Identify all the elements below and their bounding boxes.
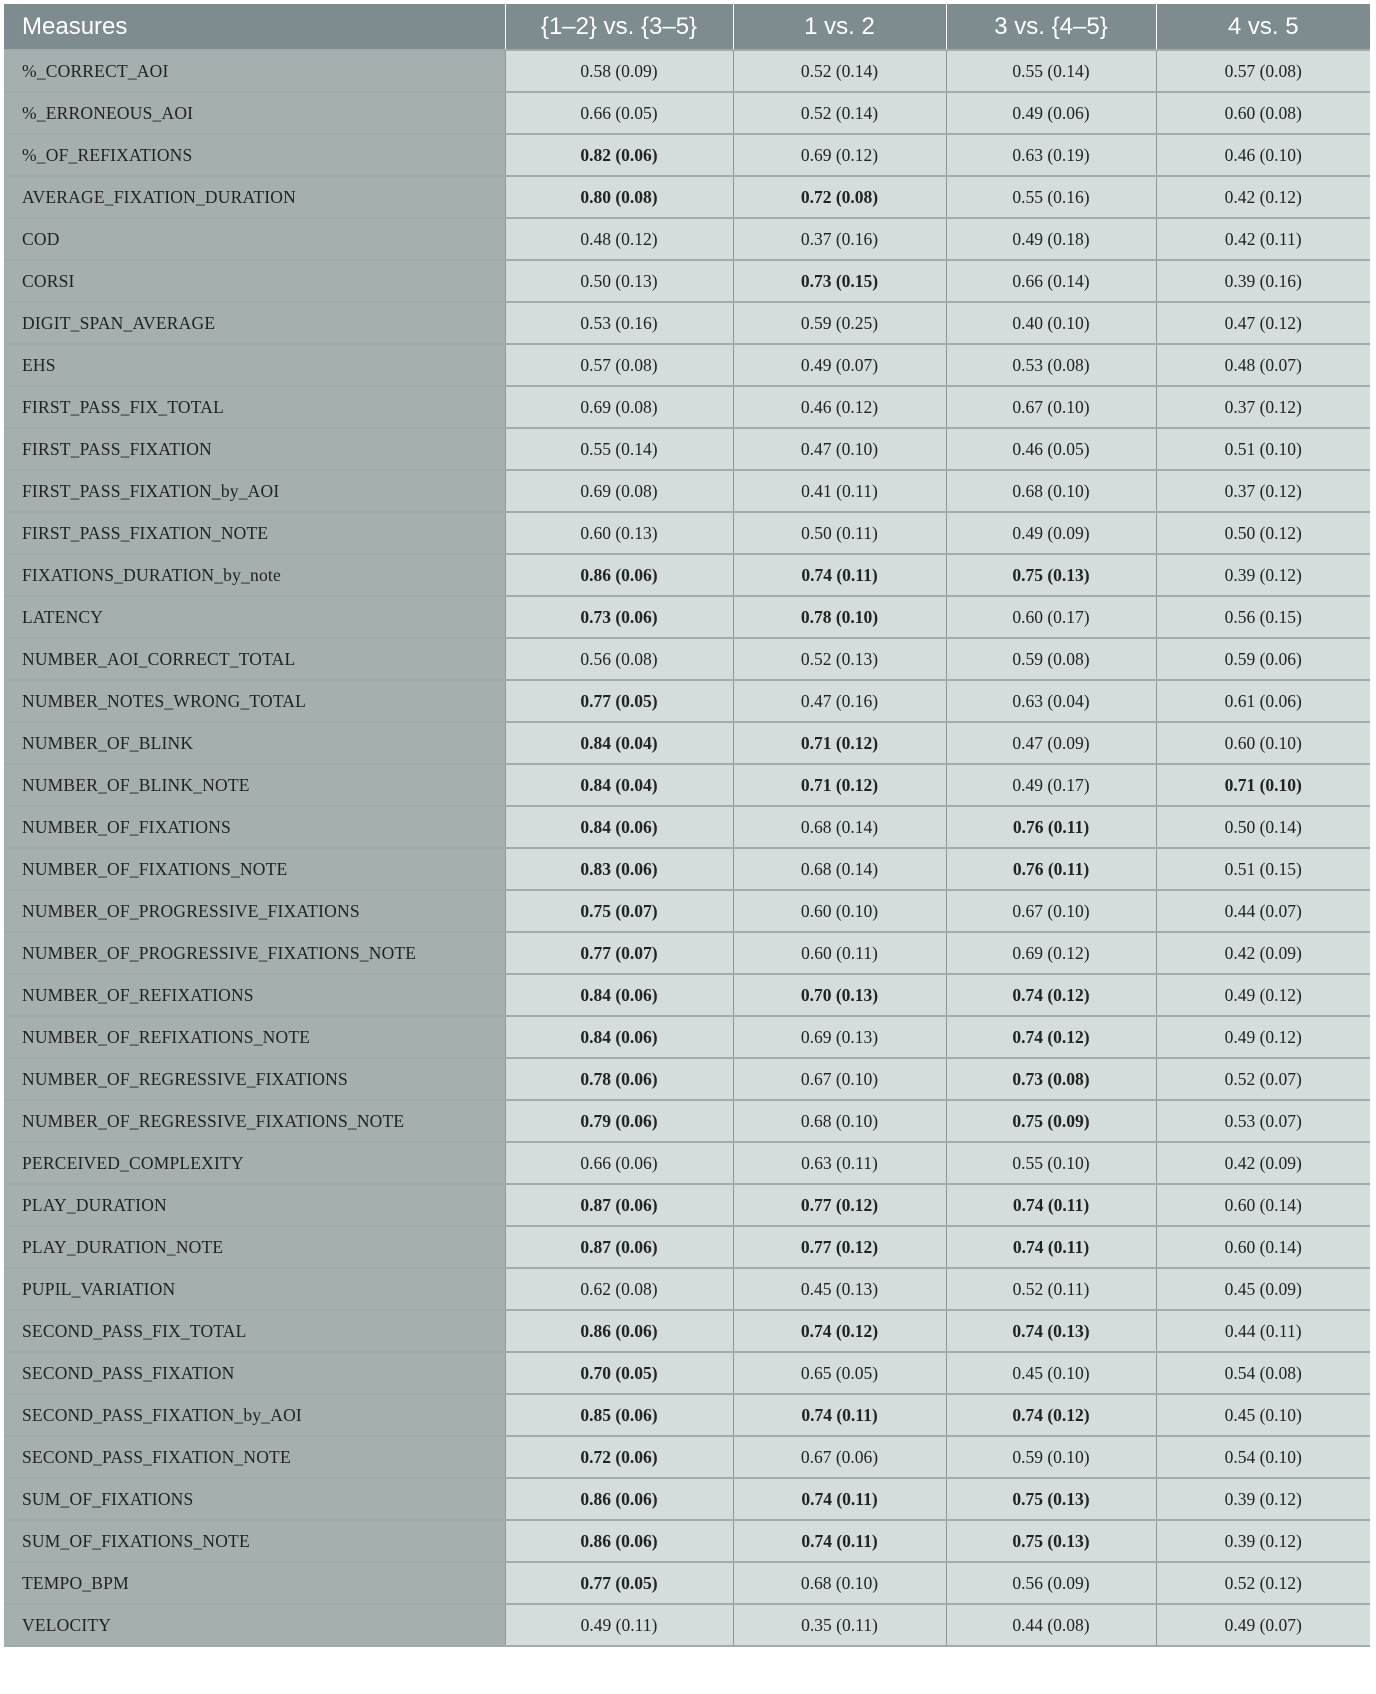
value-cell: 0.52 (0.13) xyxy=(733,638,946,680)
measure-name: SECOND_PASS_FIXATION xyxy=(4,1352,505,1394)
value-cell: 0.52 (0.11) xyxy=(946,1268,1156,1310)
value-cell: 0.59 (0.25) xyxy=(733,302,946,344)
measure-name: %_ERRONEOUS_AOI xyxy=(4,92,505,134)
value-cell: 0.39 (0.12) xyxy=(1156,1520,1370,1562)
header-12-vs-35: {1–2} vs. {3–5} xyxy=(505,4,733,50)
value-cell: 0.46 (0.10) xyxy=(1156,134,1370,176)
table-row xyxy=(4,1226,1370,1268)
table-header xyxy=(4,4,1370,50)
value-cell: 0.85 (0.06) xyxy=(505,1394,733,1436)
table-row xyxy=(4,1352,1370,1394)
value-cell: 0.79 (0.06) xyxy=(505,1100,733,1142)
value-cell: 0.73 (0.08) xyxy=(946,1058,1156,1100)
value-cell: 0.40 (0.10) xyxy=(946,302,1156,344)
value-cell: 0.84 (0.04) xyxy=(505,722,733,764)
value-cell: 0.74 (0.12) xyxy=(946,1394,1156,1436)
value-cell: 0.75 (0.13) xyxy=(946,1520,1156,1562)
value-cell: 0.83 (0.06) xyxy=(505,848,733,890)
measure-name: NUMBER_OF_REGRESSIVE_FIXATIONS_NOTE xyxy=(4,1100,505,1142)
measure-name: FIRST_PASS_FIX_TOTAL xyxy=(4,386,505,428)
value-cell: 0.69 (0.08) xyxy=(505,470,733,512)
value-cell: 0.74 (0.11) xyxy=(733,1394,946,1436)
measure-name: PUPIL_VARIATION xyxy=(4,1268,505,1310)
measure-name: COD xyxy=(4,218,505,260)
measure-name: AVERAGE_FIXATION_DURATION xyxy=(4,176,505,218)
value-cell: 0.49 (0.07) xyxy=(733,344,946,386)
table-row xyxy=(4,1604,1370,1646)
value-cell: 0.47 (0.16) xyxy=(733,680,946,722)
measure-name: LATENCY xyxy=(4,596,505,638)
value-cell: 0.63 (0.11) xyxy=(733,1142,946,1184)
value-cell: 0.73 (0.06) xyxy=(505,596,733,638)
value-cell: 0.57 (0.08) xyxy=(1156,50,1370,92)
value-cell: 0.46 (0.12) xyxy=(733,386,946,428)
value-cell: 0.54 (0.10) xyxy=(1156,1436,1370,1478)
value-cell: 0.37 (0.12) xyxy=(1156,386,1370,428)
value-cell: 0.44 (0.08) xyxy=(946,1604,1156,1646)
value-cell: 0.57 (0.08) xyxy=(505,344,733,386)
value-cell: 0.59 (0.10) xyxy=(946,1436,1156,1478)
value-cell: 0.77 (0.12) xyxy=(733,1184,946,1226)
value-cell: 0.47 (0.09) xyxy=(946,722,1156,764)
value-cell: 0.74 (0.12) xyxy=(733,1310,946,1352)
value-cell: 0.45 (0.10) xyxy=(1156,1394,1370,1436)
value-cell: 0.77 (0.05) xyxy=(505,680,733,722)
value-cell: 0.42 (0.09) xyxy=(1156,1142,1370,1184)
value-cell: 0.54 (0.08) xyxy=(1156,1352,1370,1394)
value-cell: 0.53 (0.16) xyxy=(505,302,733,344)
table-row xyxy=(4,470,1370,512)
table-row xyxy=(4,1268,1370,1310)
measure-name: TEMPO_BPM xyxy=(4,1562,505,1604)
value-cell: 0.67 (0.06) xyxy=(733,1436,946,1478)
value-cell: 0.55 (0.14) xyxy=(505,428,733,470)
measure-name: CORSI xyxy=(4,260,505,302)
measure-name: NUMBER_OF_BLINK xyxy=(4,722,505,764)
value-cell: 0.73 (0.15) xyxy=(733,260,946,302)
table-row xyxy=(4,134,1370,176)
value-cell: 0.72 (0.06) xyxy=(505,1436,733,1478)
measure-name: NUMBER_OF_REGRESSIVE_FIXATIONS xyxy=(4,1058,505,1100)
value-cell: 0.52 (0.14) xyxy=(733,50,946,92)
value-cell: 0.52 (0.14) xyxy=(733,92,946,134)
value-cell: 0.39 (0.16) xyxy=(1156,260,1370,302)
value-cell: 0.68 (0.14) xyxy=(733,848,946,890)
table-row xyxy=(4,890,1370,932)
value-cell: 0.52 (0.07) xyxy=(1156,1058,1370,1100)
measure-name: PLAY_DURATION_NOTE xyxy=(4,1226,505,1268)
table-row xyxy=(4,1394,1370,1436)
value-cell: 0.74 (0.13) xyxy=(946,1310,1156,1352)
value-cell: 0.45 (0.13) xyxy=(733,1268,946,1310)
value-cell: 0.82 (0.06) xyxy=(505,134,733,176)
value-cell: 0.66 (0.06) xyxy=(505,1142,733,1184)
value-cell: 0.67 (0.10) xyxy=(946,386,1156,428)
value-cell: 0.60 (0.08) xyxy=(1156,92,1370,134)
value-cell: 0.50 (0.14) xyxy=(1156,806,1370,848)
value-cell: 0.59 (0.08) xyxy=(946,638,1156,680)
value-cell: 0.84 (0.06) xyxy=(505,1016,733,1058)
value-cell: 0.49 (0.17) xyxy=(946,764,1156,806)
value-cell: 0.62 (0.08) xyxy=(505,1268,733,1310)
measure-name: NUMBER_OF_PROGRESSIVE_FIXATIONS xyxy=(4,890,505,932)
measure-name: NUMBER_OF_REFIXATIONS xyxy=(4,974,505,1016)
value-cell: 0.69 (0.13) xyxy=(733,1016,946,1058)
value-cell: 0.45 (0.09) xyxy=(1156,1268,1370,1310)
value-cell: 0.47 (0.10) xyxy=(733,428,946,470)
value-cell: 0.42 (0.09) xyxy=(1156,932,1370,974)
table-row xyxy=(4,344,1370,386)
value-cell: 0.56 (0.08) xyxy=(505,638,733,680)
value-cell: 0.63 (0.04) xyxy=(946,680,1156,722)
measure-name: NUMBER_OF_PROGRESSIVE_FIXATIONS_NOTE xyxy=(4,932,505,974)
value-cell: 0.42 (0.12) xyxy=(1156,176,1370,218)
value-cell: 0.39 (0.12) xyxy=(1156,1478,1370,1520)
value-cell: 0.66 (0.14) xyxy=(946,260,1156,302)
value-cell: 0.76 (0.11) xyxy=(946,848,1156,890)
measure-name: VELOCITY xyxy=(4,1604,505,1646)
table-row xyxy=(4,512,1370,554)
measure-name: SUM_OF_FIXATIONS_NOTE xyxy=(4,1520,505,1562)
value-cell: 0.48 (0.07) xyxy=(1156,344,1370,386)
value-cell: 0.49 (0.09) xyxy=(946,512,1156,554)
value-cell: 0.74 (0.12) xyxy=(946,974,1156,1016)
value-cell: 0.53 (0.07) xyxy=(1156,1100,1370,1142)
value-cell: 0.74 (0.11) xyxy=(946,1226,1156,1268)
value-cell: 0.74 (0.12) xyxy=(946,1016,1156,1058)
value-cell: 0.60 (0.17) xyxy=(946,596,1156,638)
measure-name: FIRST_PASS_FIXATION_NOTE xyxy=(4,512,505,554)
value-cell: 0.75 (0.13) xyxy=(946,1478,1156,1520)
table-row xyxy=(4,428,1370,470)
value-cell: 0.74 (0.11) xyxy=(733,554,946,596)
value-cell: 0.42 (0.11) xyxy=(1156,218,1370,260)
table-row xyxy=(4,386,1370,428)
value-cell: 0.60 (0.10) xyxy=(1156,722,1370,764)
value-cell: 0.47 (0.12) xyxy=(1156,302,1370,344)
measure-name: PERCEIVED_COMPLEXITY xyxy=(4,1142,505,1184)
value-cell: 0.74 (0.11) xyxy=(733,1478,946,1520)
value-cell: 0.77 (0.07) xyxy=(505,932,733,974)
value-cell: 0.49 (0.11) xyxy=(505,1604,733,1646)
value-cell: 0.69 (0.12) xyxy=(946,932,1156,974)
measure-name: NUMBER_OF_REFIXATIONS_NOTE xyxy=(4,1016,505,1058)
table-row xyxy=(4,1562,1370,1604)
measure-name: NUMBER_OF_FIXATIONS_NOTE xyxy=(4,848,505,890)
value-cell: 0.46 (0.05) xyxy=(946,428,1156,470)
value-cell: 0.68 (0.10) xyxy=(946,470,1156,512)
value-cell: 0.53 (0.08) xyxy=(946,344,1156,386)
table-row xyxy=(4,50,1370,92)
value-cell: 0.37 (0.16) xyxy=(733,218,946,260)
value-cell: 0.60 (0.11) xyxy=(733,932,946,974)
value-cell: 0.55 (0.16) xyxy=(946,176,1156,218)
value-cell: 0.41 (0.11) xyxy=(733,470,946,512)
value-cell: 0.60 (0.10) xyxy=(733,890,946,932)
value-cell: 0.66 (0.05) xyxy=(505,92,733,134)
value-cell: 0.84 (0.06) xyxy=(505,806,733,848)
table-row xyxy=(4,1142,1370,1184)
measure-name: DIGIT_SPAN_AVERAGE xyxy=(4,302,505,344)
value-cell: 0.50 (0.12) xyxy=(1156,512,1370,554)
value-cell: 0.61 (0.06) xyxy=(1156,680,1370,722)
value-cell: 0.87 (0.06) xyxy=(505,1226,733,1268)
table-row xyxy=(4,932,1370,974)
value-cell: 0.71 (0.12) xyxy=(733,764,946,806)
table-row xyxy=(4,1520,1370,1562)
value-cell: 0.50 (0.13) xyxy=(505,260,733,302)
value-cell: 0.56 (0.09) xyxy=(946,1562,1156,1604)
value-cell: 0.49 (0.18) xyxy=(946,218,1156,260)
value-cell: 0.39 (0.12) xyxy=(1156,554,1370,596)
measure-name: PLAY_DURATION xyxy=(4,1184,505,1226)
table-row xyxy=(4,1310,1370,1352)
measure-name: FIRST_PASS_FIXATION_by_AOI xyxy=(4,470,505,512)
table-body xyxy=(4,50,1370,1646)
table-row xyxy=(4,848,1370,890)
value-cell: 0.86 (0.06) xyxy=(505,1520,733,1562)
value-cell: 0.51 (0.10) xyxy=(1156,428,1370,470)
table-row xyxy=(4,764,1370,806)
value-cell: 0.71 (0.10) xyxy=(1156,764,1370,806)
value-cell: 0.74 (0.11) xyxy=(946,1184,1156,1226)
table-row xyxy=(4,1478,1370,1520)
value-cell: 0.74 (0.11) xyxy=(733,1520,946,1562)
measure-name: SECOND_PASS_FIXATION_by_AOI xyxy=(4,1394,505,1436)
value-cell: 0.77 (0.05) xyxy=(505,1562,733,1604)
value-cell: 0.86 (0.06) xyxy=(505,1310,733,1352)
header-row xyxy=(4,4,1370,50)
value-cell: 0.84 (0.06) xyxy=(505,974,733,1016)
measure-name: SECOND_PASS_FIX_TOTAL xyxy=(4,1310,505,1352)
header-measures: Measures xyxy=(4,4,505,50)
value-cell: 0.60 (0.14) xyxy=(1156,1184,1370,1226)
value-cell: 0.45 (0.10) xyxy=(946,1352,1156,1394)
value-cell: 0.67 (0.10) xyxy=(733,1058,946,1100)
value-cell: 0.44 (0.07) xyxy=(1156,890,1370,932)
value-cell: 0.37 (0.12) xyxy=(1156,470,1370,512)
table-row xyxy=(4,92,1370,134)
results-table-container xyxy=(4,4,1370,1647)
value-cell: 0.56 (0.15) xyxy=(1156,596,1370,638)
value-cell: 0.49 (0.06) xyxy=(946,92,1156,134)
value-cell: 0.55 (0.14) xyxy=(946,50,1156,92)
table-row xyxy=(4,680,1370,722)
value-cell: 0.76 (0.11) xyxy=(946,806,1156,848)
value-cell: 0.71 (0.12) xyxy=(733,722,946,764)
header-4-vs-5: 4 vs. 5 xyxy=(1156,4,1370,50)
value-cell: 0.49 (0.12) xyxy=(1156,1016,1370,1058)
table-row xyxy=(4,1058,1370,1100)
value-cell: 0.50 (0.11) xyxy=(733,512,946,554)
value-cell: 0.67 (0.10) xyxy=(946,890,1156,932)
measure-name: FIRST_PASS_FIXATION xyxy=(4,428,505,470)
table-row xyxy=(4,260,1370,302)
value-cell: 0.72 (0.08) xyxy=(733,176,946,218)
table-row xyxy=(4,806,1370,848)
value-cell: 0.86 (0.06) xyxy=(505,1478,733,1520)
value-cell: 0.68 (0.10) xyxy=(733,1100,946,1142)
measure-name: EHS xyxy=(4,344,505,386)
table-row xyxy=(4,1436,1370,1478)
table-row xyxy=(4,596,1370,638)
value-cell: 0.59 (0.06) xyxy=(1156,638,1370,680)
table-row xyxy=(4,722,1370,764)
value-cell: 0.84 (0.04) xyxy=(505,764,733,806)
value-cell: 0.49 (0.07) xyxy=(1156,1604,1370,1646)
value-cell: 0.75 (0.13) xyxy=(946,554,1156,596)
measure-name: SUM_OF_FIXATIONS xyxy=(4,1478,505,1520)
value-cell: 0.80 (0.08) xyxy=(505,176,733,218)
value-cell: 0.48 (0.12) xyxy=(505,218,733,260)
table-row xyxy=(4,1184,1370,1226)
value-cell: 0.55 (0.10) xyxy=(946,1142,1156,1184)
measure-name: NUMBER_NOTES_WRONG_TOTAL xyxy=(4,680,505,722)
value-cell: 0.49 (0.12) xyxy=(1156,974,1370,1016)
value-cell: 0.87 (0.06) xyxy=(505,1184,733,1226)
value-cell: 0.44 (0.11) xyxy=(1156,1310,1370,1352)
value-cell: 0.68 (0.14) xyxy=(733,806,946,848)
value-cell: 0.78 (0.06) xyxy=(505,1058,733,1100)
table-row xyxy=(4,554,1370,596)
table-row xyxy=(4,1016,1370,1058)
value-cell: 0.65 (0.05) xyxy=(733,1352,946,1394)
value-cell: 0.68 (0.10) xyxy=(733,1562,946,1604)
table-row xyxy=(4,302,1370,344)
value-cell: 0.52 (0.12) xyxy=(1156,1562,1370,1604)
header-1-vs-2: 1 vs. 2 xyxy=(733,4,946,50)
table-row xyxy=(4,176,1370,218)
value-cell: 0.70 (0.05) xyxy=(505,1352,733,1394)
measure-name: NUMBER_AOI_CORRECT_TOTAL xyxy=(4,638,505,680)
value-cell: 0.58 (0.09) xyxy=(505,50,733,92)
measure-name: NUMBER_OF_BLINK_NOTE xyxy=(4,764,505,806)
value-cell: 0.63 (0.19) xyxy=(946,134,1156,176)
table-row xyxy=(4,218,1370,260)
measure-name: %_CORRECT_AOI xyxy=(4,50,505,92)
measure-name: SECOND_PASS_FIXATION_NOTE xyxy=(4,1436,505,1478)
value-cell: 0.75 (0.07) xyxy=(505,890,733,932)
results-table xyxy=(4,4,1370,1647)
value-cell: 0.60 (0.13) xyxy=(505,512,733,554)
value-cell: 0.60 (0.14) xyxy=(1156,1226,1370,1268)
value-cell: 0.51 (0.15) xyxy=(1156,848,1370,890)
table-row xyxy=(4,1100,1370,1142)
value-cell: 0.35 (0.11) xyxy=(733,1604,946,1646)
value-cell: 0.78 (0.10) xyxy=(733,596,946,638)
header-3-vs-45: 3 vs. {4–5} xyxy=(946,4,1156,50)
value-cell: 0.75 (0.09) xyxy=(946,1100,1156,1142)
value-cell: 0.77 (0.12) xyxy=(733,1226,946,1268)
value-cell: 0.70 (0.13) xyxy=(733,974,946,1016)
value-cell: 0.69 (0.08) xyxy=(505,386,733,428)
measure-name: FIXATIONS_DURATION_by_note xyxy=(4,554,505,596)
value-cell: 0.69 (0.12) xyxy=(733,134,946,176)
table-row xyxy=(4,638,1370,680)
measure-name: NUMBER_OF_FIXATIONS xyxy=(4,806,505,848)
table-row xyxy=(4,974,1370,1016)
measure-name: %_OF_REFIXATIONS xyxy=(4,134,505,176)
value-cell: 0.86 (0.06) xyxy=(505,554,733,596)
